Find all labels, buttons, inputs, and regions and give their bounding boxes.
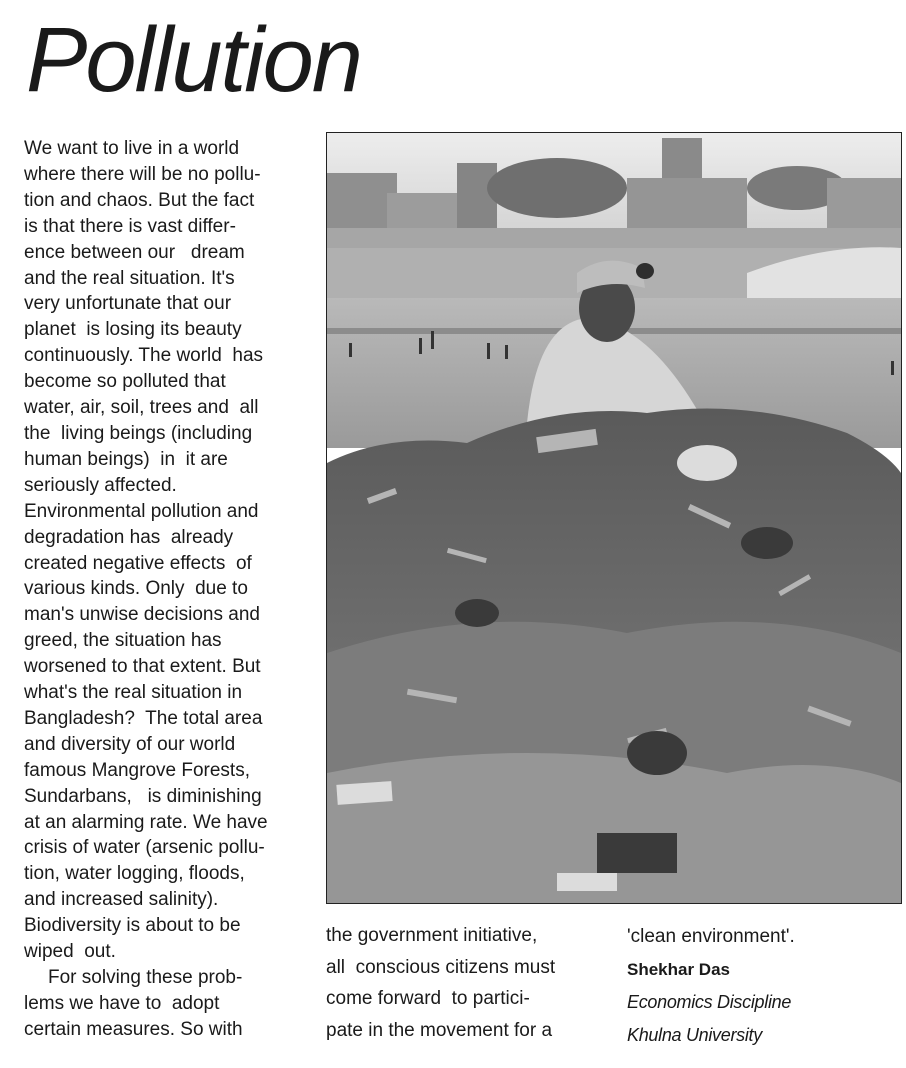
text-line: planet is losing its beauty bbox=[24, 319, 242, 341]
text-line: lems we have to adopt bbox=[24, 992, 220, 1014]
text-line: what's the real situation in bbox=[24, 682, 243, 704]
text-line: degradation has already bbox=[24, 526, 234, 548]
text-line: Bangladesh? The total area bbox=[24, 707, 263, 729]
text-line: and diversity of our world bbox=[24, 733, 236, 755]
article-column-2 bbox=[326, 920, 612, 1046]
text-line: tion and chaos. But the fact bbox=[24, 189, 255, 211]
text-line: We want to live in a world bbox=[24, 138, 240, 159]
text-line: man's unwise decisions and bbox=[24, 604, 260, 626]
text-line: wiped out. bbox=[24, 941, 116, 963]
text-line: all conscious citizens must bbox=[326, 956, 556, 978]
text-line: greed, the situation has bbox=[24, 630, 222, 652]
text-line: come forward to partici- bbox=[326, 988, 530, 1009]
text-line: various kinds. Only due to bbox=[24, 578, 248, 600]
text-line: where there will be no pollu- bbox=[24, 163, 261, 185]
text-line: crisis of water (arsenic pollu- bbox=[24, 837, 265, 859]
closing-line: 'clean environment'. bbox=[627, 926, 795, 947]
text-line: created negative effects of bbox=[24, 552, 252, 574]
text-line: For solving these prob- bbox=[48, 967, 243, 988]
text-line: the living beings (including bbox=[24, 422, 253, 444]
text-line: pate in the movement for a bbox=[326, 1019, 553, 1041]
text-line: water, air, soil, trees and all bbox=[24, 397, 259, 419]
text-line: and the real situation. It's bbox=[24, 267, 235, 289]
text-line: the government initiative, bbox=[326, 925, 538, 946]
text-line: and increased salinity). bbox=[24, 889, 219, 911]
text-line: Environmental pollution and bbox=[24, 500, 259, 522]
article-column-1 bbox=[24, 136, 314, 1043]
text-line: is that there is vast differ- bbox=[24, 215, 236, 237]
article-photo bbox=[326, 132, 902, 904]
author-name: Shekhar Das bbox=[627, 960, 730, 979]
text-line: tion, water logging, floods, bbox=[24, 863, 245, 885]
text-line: seriously affected. bbox=[24, 474, 177, 496]
text-line: at an alarming rate. We have bbox=[24, 811, 268, 833]
text-line: very unfortunate that our bbox=[24, 293, 232, 315]
text-line: Sundarbans, is diminishing bbox=[24, 785, 262, 807]
text-line: famous Mangrove Forests, bbox=[24, 759, 250, 781]
article-column-3 bbox=[627, 920, 897, 1052]
text-line: human beings) in it are bbox=[24, 448, 228, 470]
text-line: continuously. The world has bbox=[24, 345, 264, 367]
text-line: ence between our dream bbox=[24, 241, 245, 263]
text-line: become so polluted that bbox=[24, 371, 226, 393]
author-department: Economics Discipline bbox=[627, 992, 792, 1012]
text-line: worsened to that extent. But bbox=[24, 656, 261, 678]
author-university: Khulna University bbox=[627, 1025, 762, 1045]
article-title: Pollution bbox=[26, 9, 361, 111]
text-line: certain measures. So with bbox=[24, 1018, 243, 1040]
text-line: Biodiversity is about to be bbox=[24, 915, 241, 937]
